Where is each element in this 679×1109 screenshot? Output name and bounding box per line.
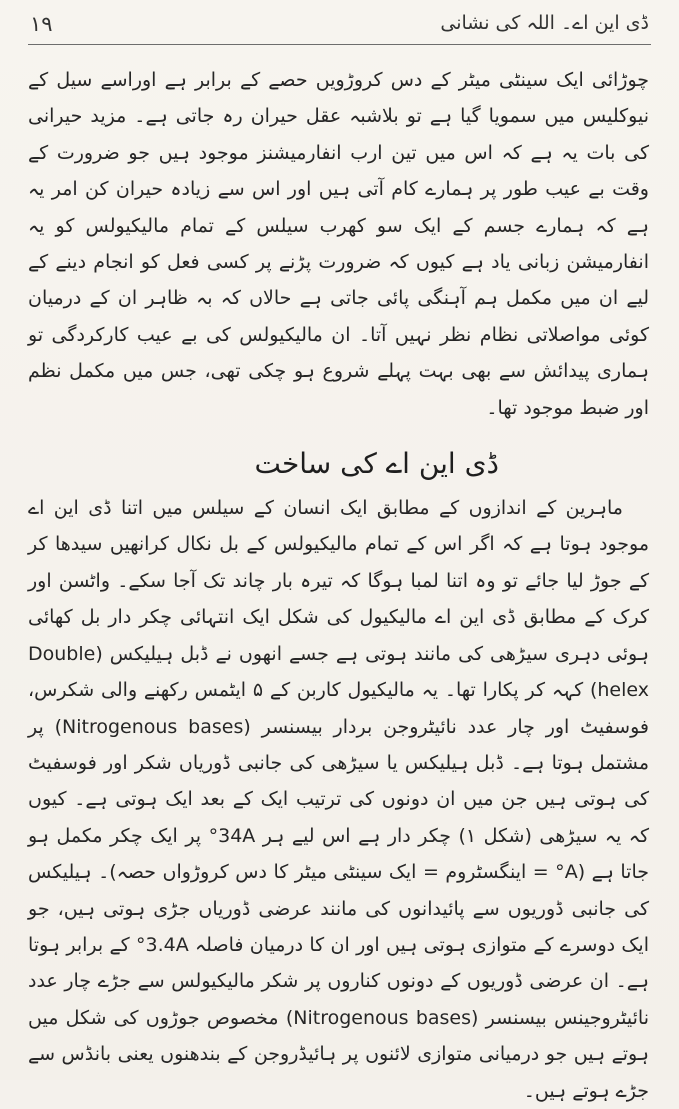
page-number: ١٩ bbox=[30, 12, 53, 36]
section-heading: ڈی این اے کی ساخت bbox=[254, 447, 499, 481]
paragraph-1: چوڑائی ایک سینٹی میٹر کے دس کروڑویں حصے کے برابر ہے اوراسے سیل کے نیوکلیس میں سمویا گیا ہے تو بلاشبہ عقل حیران رہ جاتی ہے۔ مزید حیرانی کی بات یہ ہے کہ اس میں تین ارب انفارمیشنز موجود ہیں جو ضرورت کے وقت بے عیب طور پر ہمارے کام آتی ہیں اور اس سے زیادہ حیران کن امر یہ ہے کہ ہمارے جسم کے ایک سو کھرب سیلس کے تمام مالیکیولس کو یہ انفارمیشن زبانی یاد ہے کیوں کہ ضرورت پڑنے پر کسی فعل کو انجام دینے کے لیے ان میں مکمل ہم آہنگی پائی جاتی ہے حالاں کہ بہ ظاہر ان کے درمیان کوئی مواصلاتی نظام نظر نہیں آتا۔ ان مالیکیولس کی بے عیب کارکردگی تو ہماری پیدائش سے بھی بہت پہلے شروع ہو چکی تھی، جس میں مکمل نظم اور ضبط موجود تھا۔ bbox=[28, 69, 649, 419]
page-header bbox=[30, 8, 649, 42]
paragraph-2: ماہرین کے اندازوں کے مطابق ایک انسان کے سیلس میں اتنا ڈی این اے موجود ہوتا ہے کہ اگر اس کے تمام مالیکیولس کے بل نکال کرانھیں سیدھا کر کے جوڑ لیا جائے تو وہ اتنا لمبا ہوگا کہ تیرہ بار چاند تک آجا سکے۔ واٹسن اور کرک کے مطابق ڈی این اے مالیکیول کی شکل ایک انتہائی چکر دار بل کھائی ہوئی دہری سیڑھی کی مانند ہوتی ہے جسے انھوں نے ڈبل ہیلیکس (Double helex) کہہ کر پکارا تھا۔ یہ مالیکیول کاربن کے ۵ ایٹمس رکھنے والی شکرس، فوسفیٹ اور چار عدد نائیٹروجن بردار بیسنسر (Nitrogenous bases) پر مشتمل ہوتا ہے۔ ڈبل ہیلیکس یا سیڑھی کی جانبی ڈوریاں شکر اور فوسفیٹ کی ہوتی ہیں جن میں ان دونوں کی ترتیب ایک کے بعد ایک ہوتی ہے۔ کیوں کہ یہ سیڑھی (شکل ۱) چکر دار ہے اس لیے ہر 34A° پر ایک چکر مکمل ہو جاتا ہے (A° = اینگسٹروم = ایک سینٹی میٹر کا دس کروڑواں حصہ)۔ ہیلیکس کی جانبی ڈوریوں سے پائیدانوں کی مانند عرضی ڈوریاں جڑی ہوتی ہیں، جو ایک دوسرے کے متوازی ہوتی ہیں اور ان کا درمیان فاصلہ 3.4A° کے برابر ہوتا ہے۔ ان عرضی ڈوریوں کے دونوں کناروں پر شکر مالیکیولس سے جڑے چار عدد نائیٹروجینس بیسنسر (Nitrogenous bases) مخصوص جوڑوں کی شکل میں ہوتے ہیں جو درمیانی متوازی لائنوں پر ہائیڈروجن کے بندھنوں یعنی بانڈس سے جڑے ہوتے ہیں۔ bbox=[28, 497, 650, 1102]
header-rule bbox=[28, 44, 651, 45]
running-title: ڈی این اے۔ اللہ کی نشانی bbox=[440, 12, 649, 34]
body-text bbox=[28, 62, 649, 1109]
